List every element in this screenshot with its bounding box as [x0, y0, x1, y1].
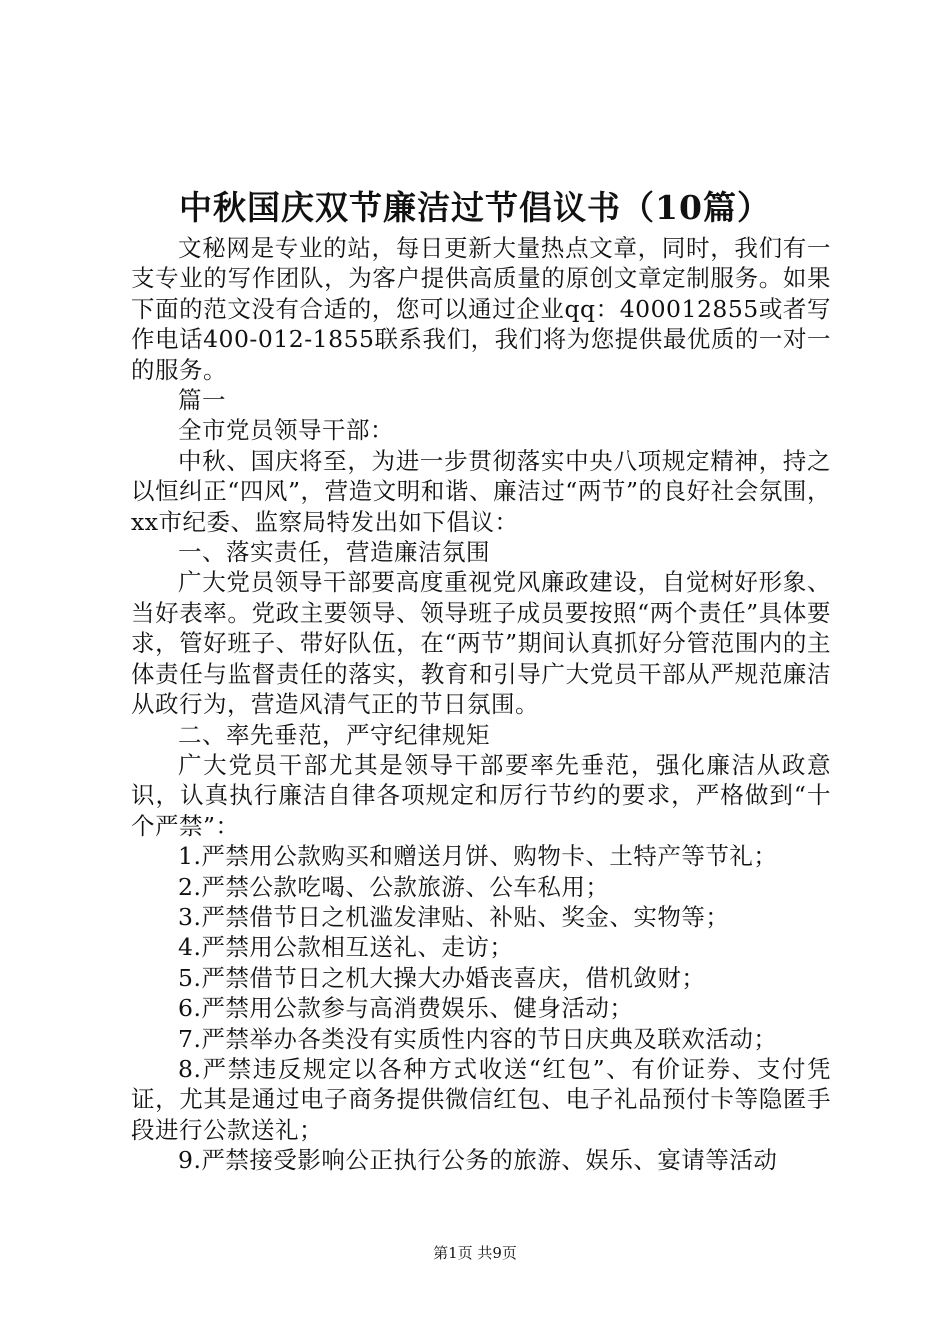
section-heading: 二、率先垂范，严守纪律规矩 [178, 720, 490, 749]
intro-paragraph: 文秘网是专业的站，每日更新大量热点文章，同时，我们有一支专业的写作团队，为客户提供高质量的原创文章定制服务。如果下面的范文没有合适的，您可以通过企业qq：400012855或者写作电话400-012-1855联系我们，我们将为您提供最优质的一对一的服务。 [131, 234, 831, 384]
body-paragraph: 广大党员干部尤其是领导干部要率先垂范，强化廉洁从政意识，认真执行廉洁自律各项规定和厉行节约的要求，严格做到“十个严禁”： [131, 750, 831, 840]
list-item: 4.严禁用公款相互送礼、走访； [178, 933, 514, 962]
section-heading: 一、落实责任，营造廉洁氛围 [178, 538, 490, 567]
list-item: 3.严禁借节日之机滥发津贴、补贴、奖金、实物等； [178, 902, 730, 931]
list-item: 8.严禁违反规定以各种方式收送“红包”、有价证券、支付凭证，尤其是通过电子商务提供微信红包、电子礼品预付卡等隐匿手段进行公款送礼； [131, 1054, 831, 1144]
document-title: 中秋国庆双节廉洁过节倡议书（10篇） [179, 188, 771, 227]
list-item: 6.严禁用公款参与高消费娱乐、健身活动； [178, 994, 634, 1023]
salutation: 全市党员领导干部： [178, 416, 394, 445]
body-paragraph: 中秋、国庆将至，为进一步贯彻落实中央八项规定精神，持之以恒纠正“四风”，营造文明和谐、廉洁过“两节”的良好社会氛围，xx市纪委、监察局特发出如下倡议： [131, 446, 831, 536]
list-item: 5.严禁借节日之机大操大办婚丧喜庆，借机敛财； [178, 963, 706, 992]
document-body [131, 233, 831, 1176]
list-item: 2.严禁公款吃喝、公款旅游、公车私用； [178, 872, 610, 901]
body-paragraph: 广大党员领导干部要高度重视党风廉政建设，自觉树好形象、当好表率。党政主要领导、领导班子成员要按照“两个责任”具体要求，管好班子、带好队伍，在“两节”期间认真抓好分管范围内的主体责任与监督责任的落实，教育和引导广大党员干部从严规范廉洁从政行为，营造风清气正的节日氛围。 [131, 568, 831, 719]
page-number-footer: 第1页 共9页 [433, 1244, 517, 1262]
list-item: 1.严禁用公款购买和赠送月饼、购物卡、土特产等节礼； [178, 842, 778, 871]
list-item: 9.严禁接受影响公正执行公务的旅游、娱乐、宴请等活动 [178, 1146, 778, 1175]
section-label: 篇一 [178, 386, 226, 415]
list-item: 7.严禁举办各类没有实质性内容的节日庆典及联欢活动； [178, 1024, 778, 1053]
